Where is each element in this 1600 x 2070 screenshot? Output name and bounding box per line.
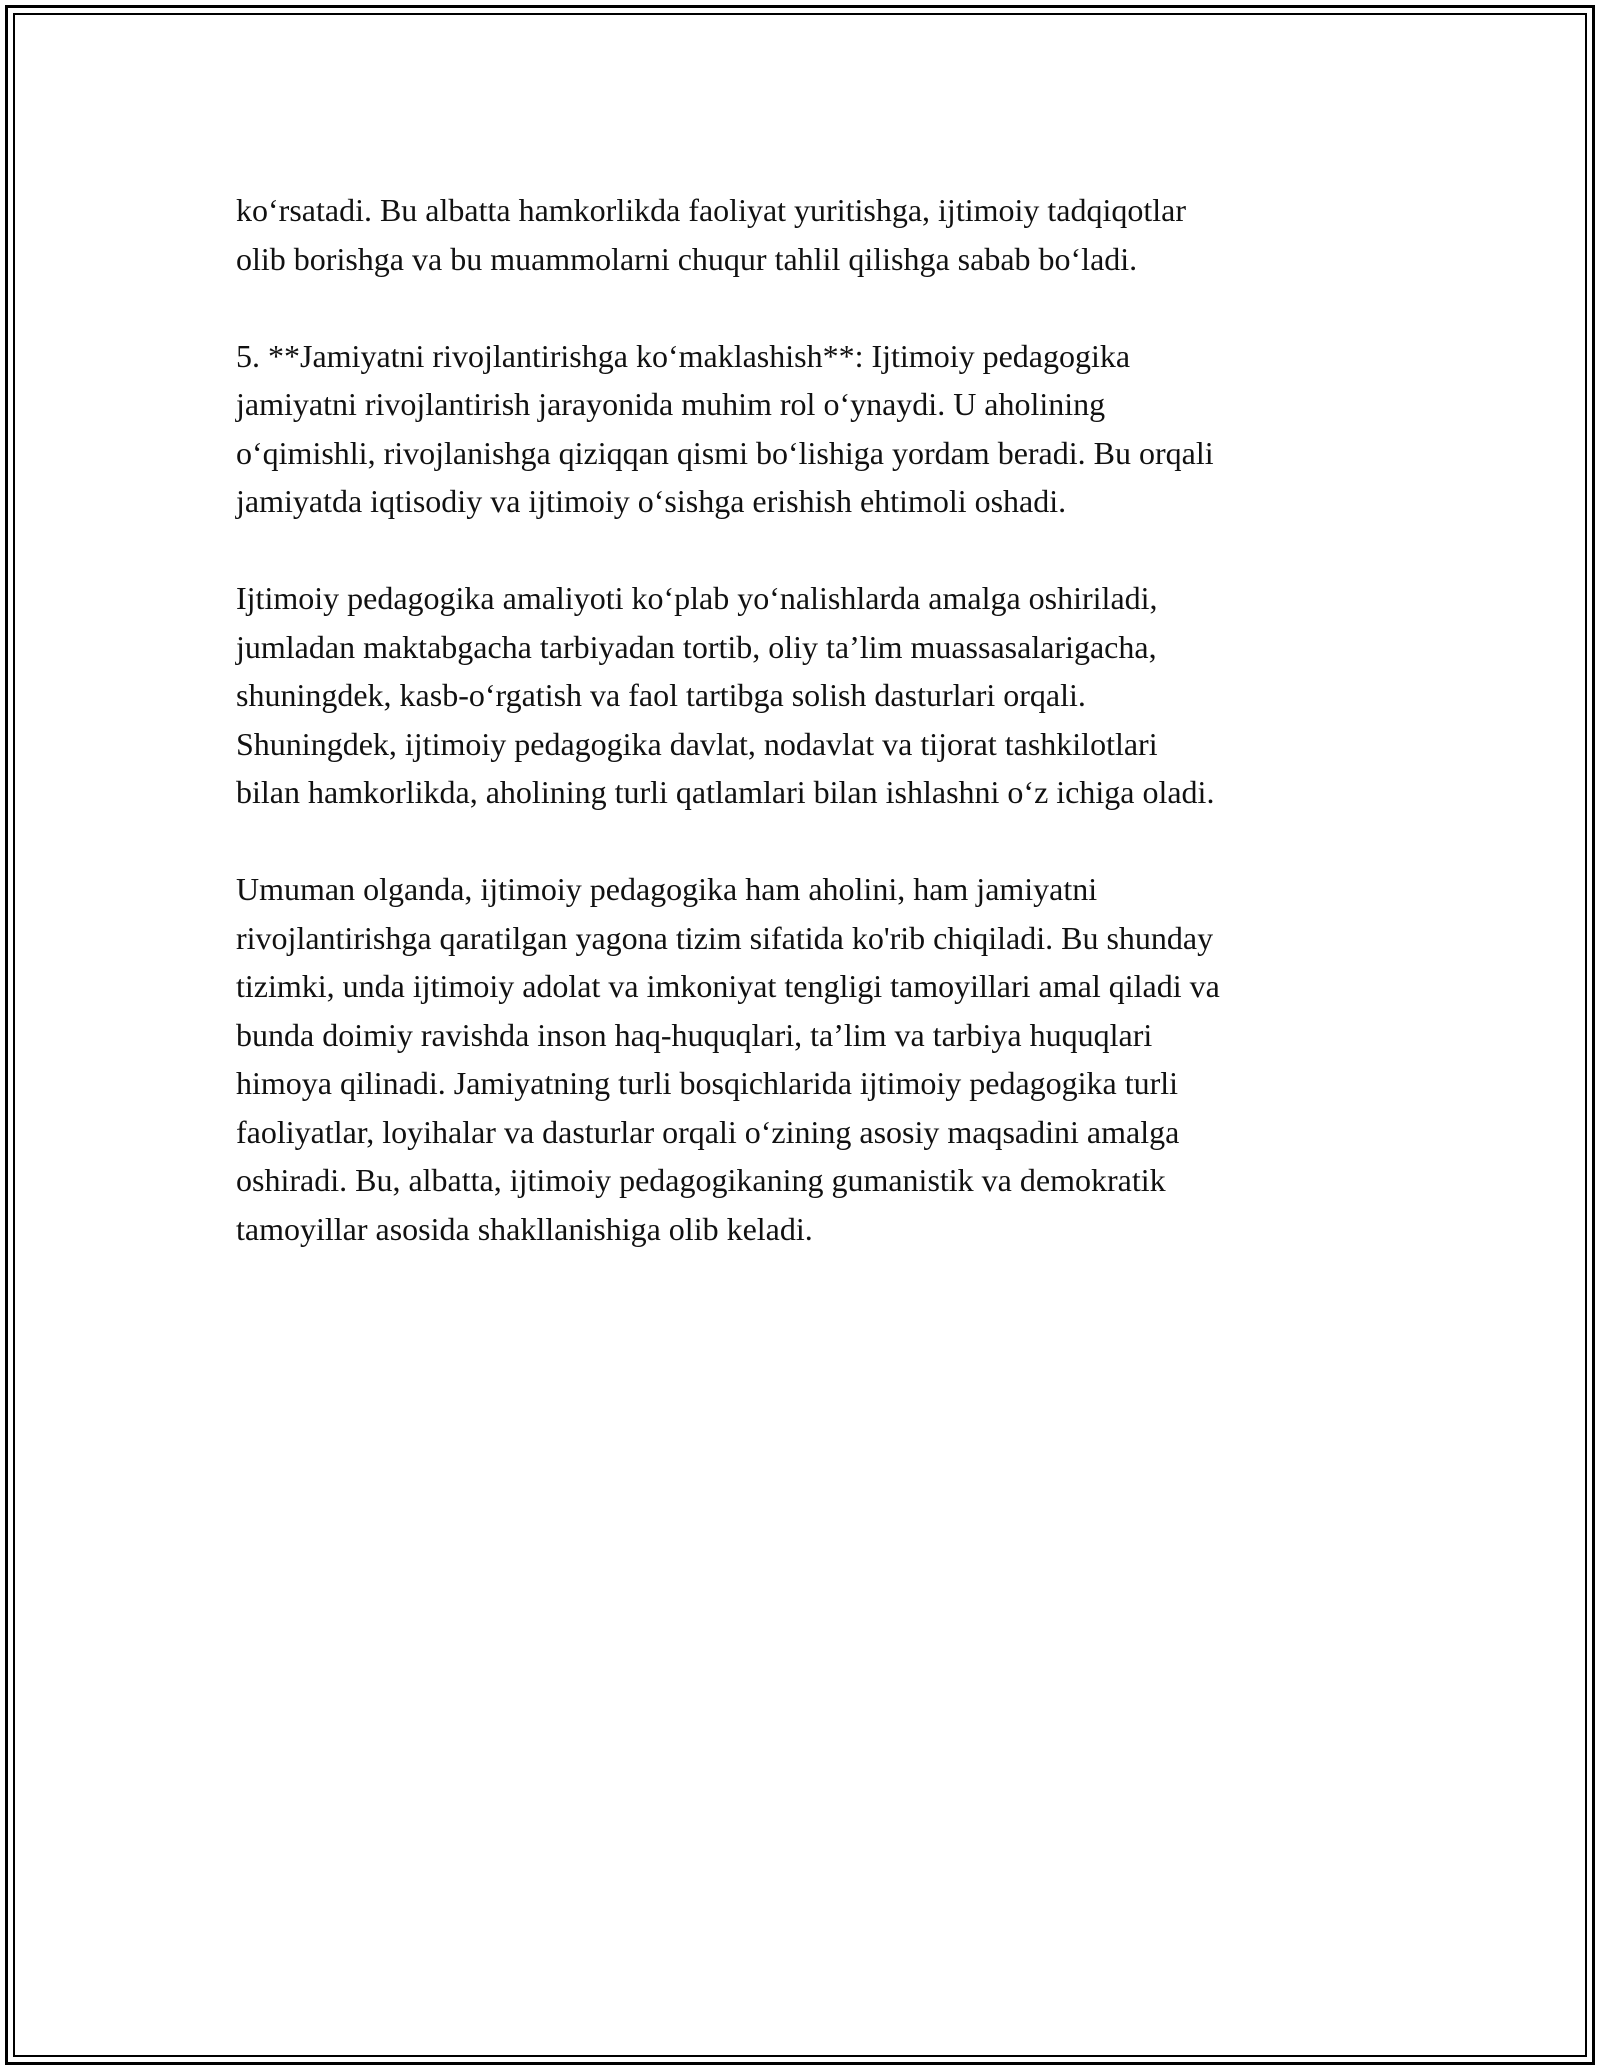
text-line: o‘qimishli, rivojlanishga qiziqqan qismi bo‘lishiga yordam beradi. Bu orqali [236,434,1214,471]
text-line: Ijtimoiy pedagogika amaliyoti ko‘plab yo‘nalishlarda amalga oshiriladi, [236,580,1158,616]
text-line: jamiyatda iqtisodiy va ijtimoiy o‘sishga erishish ehtimoli oshadi. [236,483,1067,519]
paragraph-3 [236,574,1376,817]
text-line: faoliyatlar, loyihalar va dasturlar orqali o‘zining asosiy maqsadini amalga [236,1113,1180,1150]
text-line: bilan hamkorlikda, aholining turli qatlamlari bilan ishlashni o‘z ichiga oladi. [236,774,1215,810]
text-line: rivojlantirishga qaratilgan yagona tizim sifatida ko'rib chiqiladi. Bu shunday [236,919,1214,956]
text-line: jamiyatni rivojlantirish jarayonida muhim rol o‘ynaydi. U aholining [236,386,1106,422]
paragraph-2 [236,332,1376,526]
text-line: oshiradi. Bu, albatta, ijtimoiy pedagogikaning gumanistik va demokratik [236,1162,1166,1198]
text-line: olib borishga va bu muammolarni chuqur tahlil qilishga sabab bo‘ladi. [236,240,1138,277]
document-body [236,186,1376,1302]
text-line: jumladan maktabgacha tarbiyadan tortib, oliy ta’lim muassasalarigacha, [236,628,1157,665]
text-line: Umuman olganda, ijtimoiy pedagogika ham aholini, ham jamiyatni [236,871,1098,907]
text-line: shuningdek, kasb-o‘rgatish va faol tartibga solish dasturlari orqali. [236,677,1086,713]
text-line: bunda doimiy ravishda inson haq-huquqlari, ta’lim va tarbiya huquqlari [236,1016,1153,1053]
text-line: 5. **Jamiyatni rivojlantirishga ko‘maklashish**: Ijtimoiy pedagogika [236,337,1131,374]
paragraph-1 [236,186,1376,283]
paragraph-4 [236,865,1376,1253]
text-line: himoya qilinadi. Jamiyatning turli bosqichlarida ijtimoiy pedagogika turli [236,1065,1179,1101]
text-line: ko‘rsatadi. Bu albatta hamkorlikda faoliyat yuritishga, ijtimoiy tadqiqotlar [236,192,1186,228]
text-line: tamoyillar asosida shakllanishiga olib keladi. [236,1210,813,1247]
text-line: Shuningdek, ijtimoiy pedagogika davlat, nodavlat va tijorat tashkilotlari [236,725,1158,762]
text-line: tizimki, unda ijtimoiy adolat va imkoniyat tengligi tamoyillari amal qiladi va [236,968,1220,1004]
